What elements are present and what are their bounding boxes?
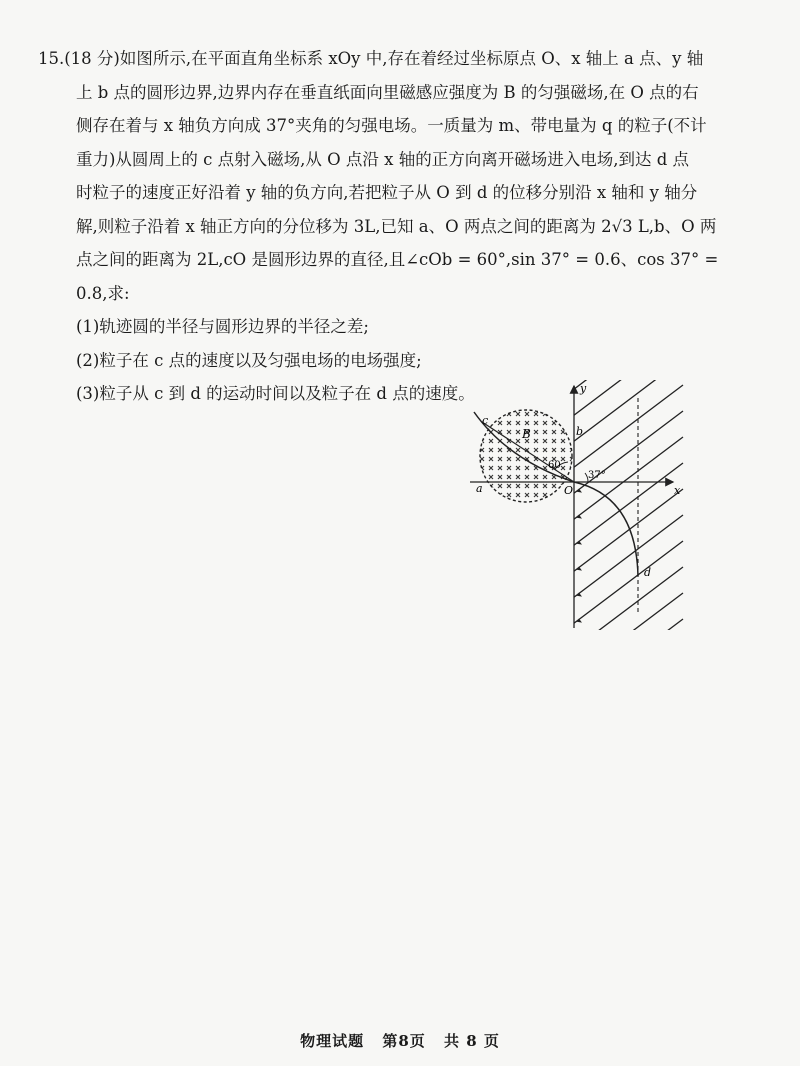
- footer-subject: 物理试题: [300, 1032, 365, 1050]
- particle-trajectory: [474, 412, 638, 576]
- label-c: c: [482, 414, 489, 427]
- label-O: O: [564, 484, 574, 497]
- label-60: 60: [548, 460, 561, 471]
- problem-line-4: 重力)从圆周上的 c 点射入磁场,从 O 点沿 x 轴的正方向离开磁场进入电场,到达 d 点: [76, 149, 690, 169]
- label-y: y: [580, 382, 587, 395]
- electric-field-lines: [568, 380, 683, 630]
- label-a: a: [476, 482, 483, 495]
- label-B: B: [522, 427, 531, 441]
- problem-line-7: 点之间的距离为 2L,cO 是圆形边界的直径,且∠cOb = 60°,sin 37° = 0.6、cos 37° =: [76, 250, 719, 269]
- label-d: d: [644, 566, 652, 579]
- label-x: x: [674, 484, 681, 497]
- question-2: (2)粒子在 c 点的速度以及匀强电场的电场强度;: [76, 350, 422, 370]
- page-footer: [0, 1030, 800, 1051]
- field-diagram: [468, 380, 688, 630]
- problem-line-2: 上 b 点的圆形边界,边界内存在垂直纸面向里磁感应强度为 B 的匀强磁场,在 O 点的右: [76, 82, 699, 102]
- footer-total: 共 8 页: [444, 1032, 500, 1050]
- problem-15: [38, 42, 764, 411]
- problem-line-5: 时粒子的速度正好沿着 y 轴的负方向,若把粒子从 O 到 d 的位移分别沿 x 轴和 y 轴分: [76, 183, 698, 202]
- question-3: (3)粒子从 c 到 d 的运动时间以及粒子在 d 点的速度。: [76, 384, 475, 403]
- label-b: b: [576, 425, 584, 438]
- problem-line-1: 15.(18 分)如图所示,在平面直角坐标系 xOy 中,存在着经过坐标原点 O、x 轴上 a 点、y 轴: [38, 49, 704, 68]
- problem-line-6: 解,则粒子沿着 x 轴正方向的分位移为 3L,已知 a、O 两点之间的距离为 2√3 L,b、O 两: [76, 216, 717, 236]
- problem-line-8: 0.8,求:: [76, 283, 130, 303]
- label-37: 37°: [588, 470, 606, 481]
- footer-page: 第8页: [382, 1032, 426, 1050]
- question-1: (1)轨迹圆的半径与圆形边界的半径之差;: [76, 317, 369, 336]
- problem-line-3: 侧存在着与 x 轴负方向成 37°夹角的匀强电场。一质量为 m、带电量为 q 的粒子(不计: [76, 116, 707, 135]
